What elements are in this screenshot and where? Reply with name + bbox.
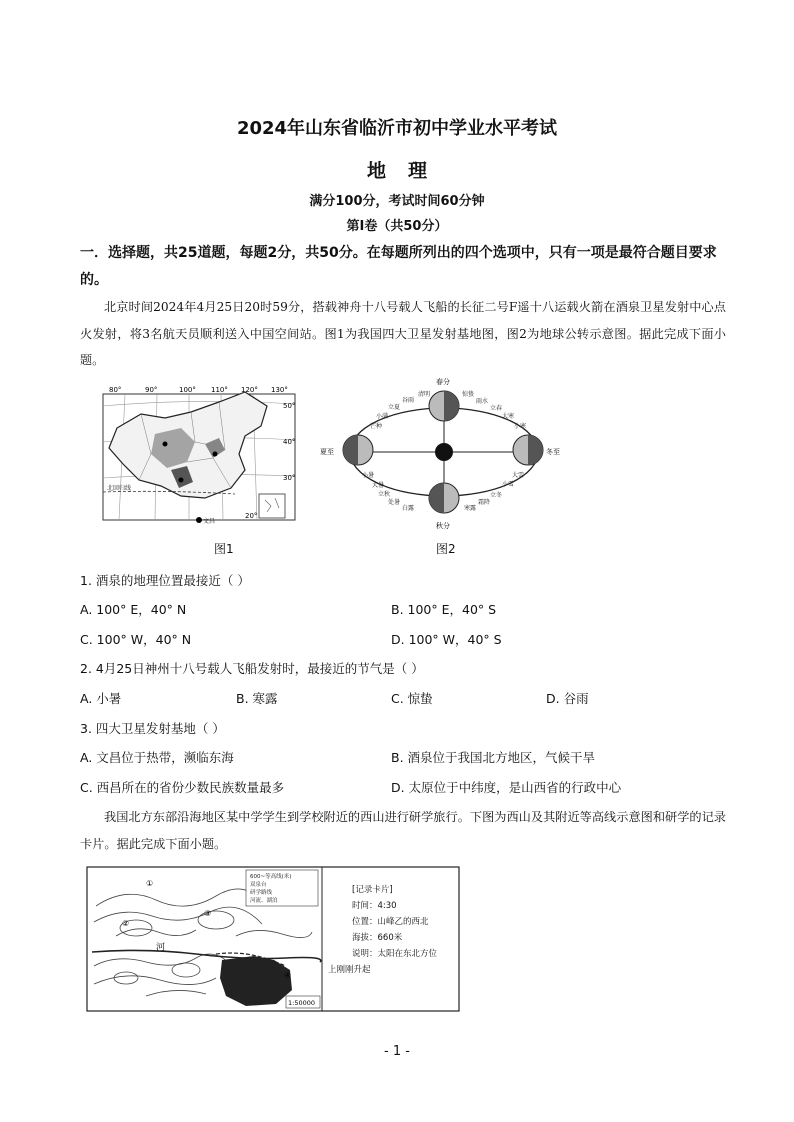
lat-label: 50° — [283, 402, 296, 410]
launch-site-marker — [179, 478, 184, 483]
question-1-option-a[interactable]: A. 100° E，40° N — [80, 602, 187, 617]
launch-site-marker — [196, 517, 202, 523]
figure-2-orbit — [318, 376, 570, 536]
question-2-option-a[interactable]: A. 小暑 — [80, 691, 122, 706]
marker-2: ② — [122, 919, 130, 928]
question-3-option-c[interactable]: C. 西昌所在的省份少数民族数量最多 — [80, 780, 285, 795]
passage-2: 我国北方东部沿海地区某中学学生到学校附近的西山进行研学旅行。下图为西山及其附近等高线示意图和研学的记录卡片。据此完成下面小题。 — [80, 810, 726, 851]
question-1-stem: 1. 酒泉的地理位置最接近（ ） — [80, 573, 250, 588]
south-sea-inset — [259, 494, 285, 518]
question-3-option-a[interactable]: A. 文昌位于热带，濒临东海 — [80, 750, 234, 765]
launch-site-marker — [213, 452, 218, 457]
label-autumn: 秋分 — [436, 522, 450, 530]
svg-text:芒种: 芒种 — [370, 423, 383, 430]
card-line: 上刚刚升起 — [328, 965, 371, 975]
subject-title: 地理 — [366, 160, 449, 182]
lat-label: 30° — [283, 474, 296, 482]
svg-text:清明: 清明 — [418, 391, 431, 398]
svg-text:处暑: 处暑 — [388, 499, 401, 506]
marker-4: ④ — [284, 971, 292, 980]
svg-text:小暑: 小暑 — [362, 472, 375, 479]
marker-3: ③ — [204, 909, 212, 918]
question-1-option-b[interactable]: B. 100° E，40° S — [391, 602, 497, 617]
lon-label: 110° — [211, 386, 228, 394]
card-title: [记录卡片] — [352, 885, 393, 895]
passage-1: 北京时间2024年4月25日20时59分，搭载神舟十八号载人飞船的长征二号F遥十八运载火箭在酒泉卫星发射中心点火发射，将3名航天员顺利送入中国空间站。图1为我国四大卫星发射基地图，图2为地球公转示意图。据此完成下面小题。 — [80, 300, 726, 367]
svg-text:立冬: 立冬 — [490, 492, 503, 499]
question-3-option-d[interactable]: D. 太原位于中纬度，是山西省的行政中心 — [391, 780, 622, 795]
question-1-option-d[interactable]: D. 100° W，40° S — [391, 632, 502, 647]
svg-text:大寒: 大寒 — [502, 413, 515, 420]
question-3-stem: 3. 四大卫星发射基地（ ） — [80, 721, 225, 736]
question-2-option-d[interactable]: D. 谷雨 — [546, 691, 589, 706]
svg-text:小寒: 小寒 — [514, 423, 527, 430]
svg-text:寒露: 寒露 — [464, 505, 477, 512]
label-winter: 冬至 — [546, 448, 560, 456]
card-line: 说明：太阳在东北方位 — [352, 949, 438, 959]
exam-meta: 满分100分，考试时间60分钟 — [309, 194, 485, 209]
card-line: 位置：山峰乙的西北 — [352, 917, 429, 927]
page-number: - 1 - — [384, 1044, 410, 1059]
lon-label: 90° — [145, 386, 158, 394]
svg-text:立秋: 立秋 — [378, 491, 391, 498]
earth-winter — [513, 435, 543, 465]
lon-label: 130° — [271, 386, 288, 394]
question-3-option-b[interactable]: B. 酒泉位于我国北方地区，气候干旱 — [391, 750, 596, 765]
lon-label: 120° — [241, 386, 258, 394]
legend-item: 研学路线 — [250, 890, 273, 896]
river-label: 河 — [156, 943, 166, 953]
section-heading: 一．选择题，共25道题，每题2分，共50分。在每题所列出的四个选项中，只有一项是最符合题目要求的。 — [80, 245, 717, 288]
lon-label: 100° — [179, 386, 196, 394]
question-1-option-c[interactable]: C. 100° W，40° N — [80, 632, 192, 647]
svg-text:雨水: 雨水 — [476, 398, 489, 405]
earth-summer — [343, 435, 373, 465]
svg-text:小满: 小满 — [376, 413, 389, 420]
lon-label: 80° — [109, 386, 122, 394]
svg-text:谷雨: 谷雨 — [402, 397, 415, 404]
sun — [435, 443, 453, 461]
svg-text:大暑: 大暑 — [372, 482, 385, 489]
question-2-stem: 2. 4月25日神州十八号载人飞船发射时，最接近的节气是（ ） — [80, 661, 424, 676]
legend-item: 600~等高线(米) — [250, 874, 292, 880]
question-2-option-b[interactable]: B. 寒露 — [236, 691, 278, 706]
svg-text:立春: 立春 — [490, 405, 503, 412]
earth-autumn — [429, 483, 459, 513]
svg-text:白露: 白露 — [402, 505, 415, 512]
figure-1-map — [95, 384, 305, 528]
map-scale: 1:50000 — [288, 999, 316, 1007]
lat-label: 40° — [283, 438, 296, 446]
legend-item: 双泉台 — [250, 882, 267, 888]
label-spring: 春分 — [436, 378, 450, 386]
exam-title: 2024年山东省临沂市初中学业水平考试 — [236, 118, 558, 139]
svg-text:大雪: 大雪 — [512, 472, 525, 479]
tropic-label: 北回归线 — [107, 485, 132, 492]
launch-site-marker — [163, 442, 168, 447]
marker-1: ① — [146, 879, 154, 888]
card-line: 海拔：660米 — [352, 933, 403, 943]
label-summer: 夏至 — [320, 448, 334, 456]
lat-label: 20° — [245, 512, 258, 520]
earth-spring — [429, 391, 459, 421]
figure-2-caption: 图2 — [436, 542, 456, 556]
svg-text:立夏: 立夏 — [388, 404, 401, 411]
svg-text:小雪: 小雪 — [502, 481, 515, 488]
card-line: 时间：4:30 — [352, 901, 397, 911]
svg-text:惊蛰: 惊蛰 — [462, 391, 475, 398]
figure-3-contour-map — [86, 866, 460, 1012]
svg-text:霜降: 霜降 — [478, 499, 491, 506]
figure-1-caption: 图1 — [214, 542, 234, 556]
volume-title: 第I卷（共50分） — [346, 219, 448, 234]
legend-item: 河流、湖泊 — [250, 898, 278, 904]
question-2-option-c[interactable]: C. 惊蛰 — [391, 691, 433, 706]
wenchang-label: 文昌 — [203, 518, 216, 525]
